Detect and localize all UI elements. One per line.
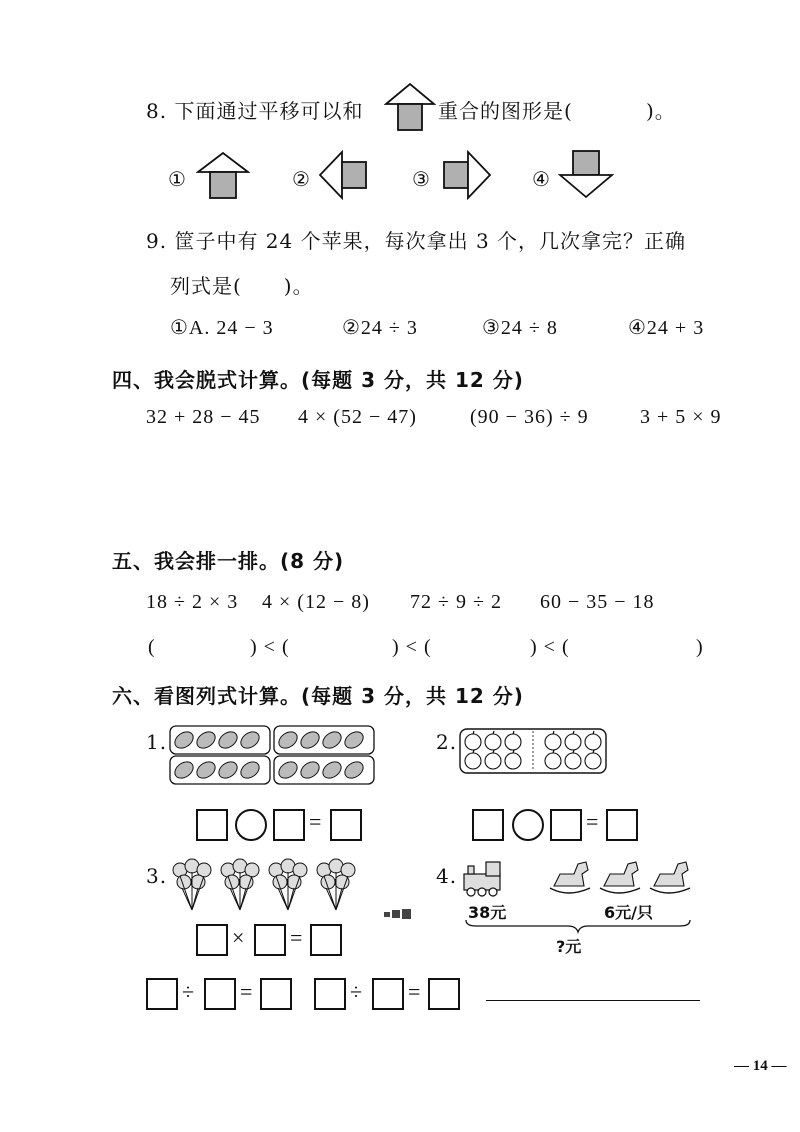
q8-option-3-label[interactable]: ③ (412, 167, 431, 191)
order-row-part-3: ) < ( (392, 636, 432, 658)
rocking-horses-icon (548, 856, 698, 900)
section-6-heading: 六、看图列式计算。(每题 3 分，共 12 分) (112, 684, 524, 708)
p2-box-1[interactable] (472, 809, 504, 841)
order-row-part-1: ( (148, 636, 156, 658)
option-2-left-arrow-shape[interactable] (318, 150, 370, 200)
option-4-down-house-shape[interactable] (558, 148, 614, 200)
total-question-label: ?元 (556, 937, 582, 956)
bottom-box-2[interactable] (204, 978, 236, 1010)
bottom-div-1: ÷ (182, 979, 195, 1004)
bottom-div-2: ÷ (350, 979, 363, 1004)
bottom-box-1[interactable] (146, 978, 178, 1010)
bottom-answer-box-2[interactable] (428, 978, 460, 1010)
p1-answer-box[interactable] (330, 809, 362, 841)
q9-option-1[interactable]: ①A. 24 − 3 (170, 317, 274, 339)
section-5-item-4: 60 − 35 − 18 (540, 591, 655, 613)
q9-option-4[interactable]: ④24 + 3 (628, 317, 705, 339)
q8-text-after: 重合的图形是( (438, 99, 573, 123)
bottom-equals-2: = (408, 979, 421, 1004)
bottom-box-3[interactable] (314, 978, 346, 1010)
p1-box-1[interactable] (196, 809, 228, 841)
p4-answer-line[interactable] (486, 1000, 700, 1001)
p3-equals: = (290, 925, 303, 950)
q8-text-before: 8. 下面通过平移可以和 (146, 99, 364, 123)
p2-answer-box[interactable] (606, 809, 638, 841)
train-price-label: 38元 (468, 903, 507, 922)
p3-answer-box[interactable] (310, 924, 342, 956)
p2-equals: = (586, 809, 599, 834)
section-4-item-4: 3 + 5 × 9 (640, 406, 722, 428)
q8-option-4-label[interactable]: ④ (532, 167, 551, 191)
eggplant-groups-picture (166, 724, 378, 786)
q8-option-1-label[interactable]: ① (168, 167, 187, 191)
section-5-item-3: 72 ÷ 9 ÷ 2 (410, 591, 502, 613)
p2-operator-circle[interactable] (512, 809, 544, 841)
section-4-item-2: 4 × (52 − 47) (298, 406, 417, 428)
q8-option-2-label[interactable]: ② (292, 167, 311, 191)
q9-option-3[interactable]: ③24 ÷ 8 (482, 317, 558, 339)
q9-line-1: 9. 筐子中有 24 个苹果，每次拿出 3 个，几次拿完？正确 (146, 229, 687, 253)
page-number: — 14 — (734, 1058, 787, 1074)
q9-line-2: 列式是( )。 (170, 274, 314, 298)
section-4-item-3: (90 − 36) ÷ 9 (470, 406, 589, 428)
order-row-part-5: ) (696, 636, 704, 658)
order-row-part-4: ) < ( (530, 636, 570, 658)
p1-equals: = (309, 809, 322, 834)
q9-option-2[interactable]: ②24 ÷ 3 (342, 317, 418, 339)
q8-close: )。 (646, 99, 676, 123)
total-brace (464, 918, 692, 934)
problem-3-label: 3. (146, 864, 168, 888)
section-5-heading: 五、我会排一排。(8 分) (112, 549, 345, 573)
p3-box-2[interactable] (254, 924, 286, 956)
problem-2-label: 2. (436, 730, 458, 754)
problem-1-label: 1. (146, 730, 168, 754)
p1-box-2[interactable] (273, 809, 305, 841)
section-4-heading: 四、我会脱式计算。(每题 3 分，共 12 分) (112, 368, 524, 392)
section-5-item-1: 18 ÷ 2 × 3 (146, 591, 239, 613)
p1-operator-circle[interactable] (235, 809, 267, 841)
toy-train-icon (460, 858, 506, 898)
bottom-box-4[interactable] (372, 978, 404, 1010)
p3-times: × (232, 925, 245, 950)
option-3-right-arrow-shape[interactable] (440, 150, 492, 200)
option-1-house-shape[interactable] (196, 150, 250, 200)
order-row-part-2: ) < ( (250, 636, 290, 658)
small-print-mark-icon (384, 908, 412, 920)
bottom-answer-box-1[interactable] (260, 978, 292, 1010)
reference-house-shape (384, 80, 436, 132)
section-4-item-1: 32 + 28 − 45 (146, 406, 261, 428)
bottom-equals-1: = (240, 979, 253, 1004)
section-5-item-2: 4 × (12 − 8) (262, 591, 370, 613)
p3-box-1[interactable] (196, 924, 228, 956)
horse-price-label: 6元/只 (604, 903, 653, 922)
balloon-bunches-picture (170, 858, 356, 914)
p2-box-2[interactable] (550, 809, 582, 841)
apple-rows-picture (458, 727, 608, 775)
problem-4-label: 4. (436, 864, 458, 888)
